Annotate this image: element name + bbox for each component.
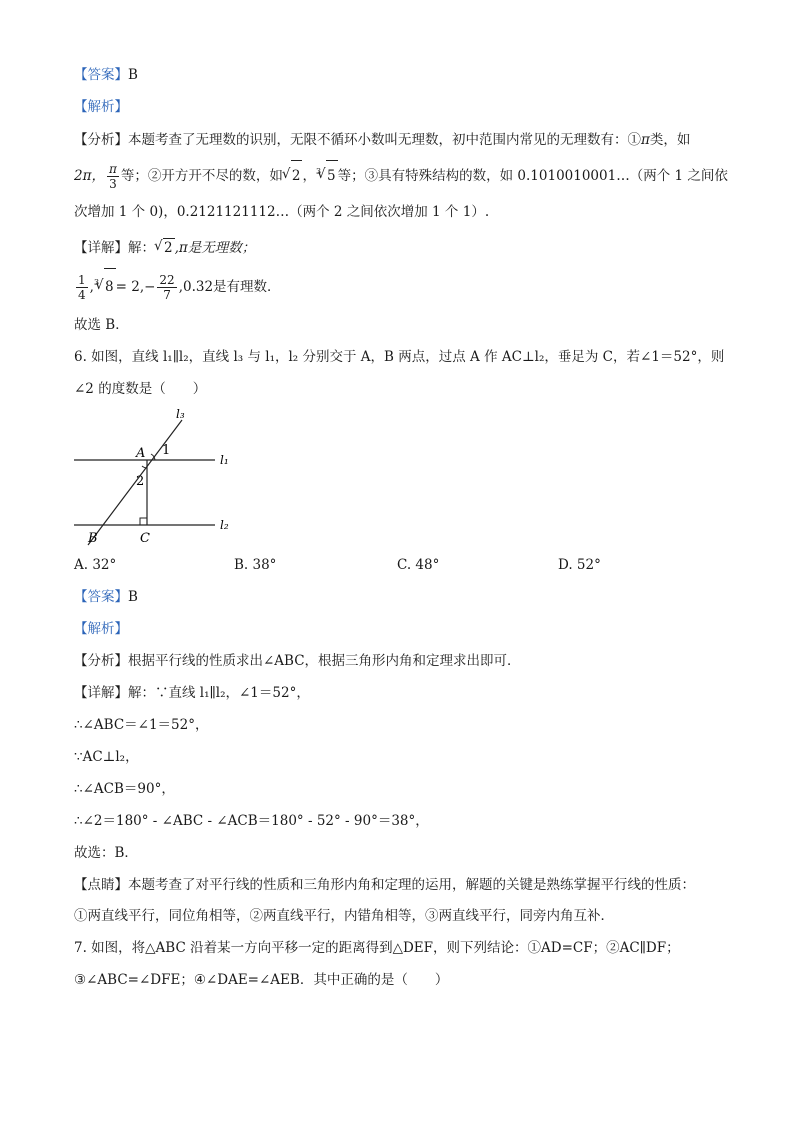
label-c: C: [140, 531, 150, 546]
q5-fenxi-line3: 次增加 1 个 0)，0.2121121112…（两个 2 之间依次增加 1 个 1）.: [74, 204, 490, 220]
q6-step-4: ∴∠ACB＝90°，: [74, 781, 175, 797]
q5-rational-line: $\frac{1}{4}$ ,$^3$√ 8 = 2,− $\frac{22}{7}$ ,0.32是有理数．: [74, 268, 754, 307]
label-l3: l₃: [176, 407, 185, 421]
right-angle-mark-c: [140, 518, 147, 525]
q7-stem-line2: ③∠ABC=∠DFE；④∠DAE=∠AEB．其中正确的是（ ）: [74, 972, 449, 988]
label-l2: l₂: [220, 518, 229, 532]
q6-step-1: 【详解】解：∵直线 l₁∥l₂，∠1＝52°，: [74, 685, 310, 701]
q5-analysis-heading: [74, 98, 754, 116]
fenxi-tag: 【分析】: [74, 132, 128, 148]
q6-analysis-heading: 【解析】: [74, 621, 128, 637]
option-c: C. 48°: [397, 557, 440, 573]
answer-value: B: [128, 67, 138, 83]
q5-detail-line: 【详解】解：√ 2 ,π是无理数；: [74, 238, 754, 257]
cbrt-5: √ 5: [326, 160, 338, 191]
sqrt-2: √ 2: [291, 160, 303, 191]
label-a: A: [136, 446, 146, 461]
q6-comment-line1: 【点睛】本题考查了对平行线的性质和三角形内角和定理的运用，解题的关键是熟练掌握平行线的性质：: [74, 877, 695, 893]
line-l3: [88, 420, 182, 545]
label-b: B: [88, 531, 98, 546]
q6-answer-line: 【答案】B: [74, 589, 138, 605]
label-1: 1: [162, 443, 171, 458]
q5-answer-line: [74, 66, 754, 84]
q6-comment-line2: ①两直线平行，同位角相等，②两直线平行，内错角相等，③两直线平行，同旁内角互补．: [74, 908, 614, 924]
analysis-tag: 【解析】: [74, 99, 128, 115]
q6-step-2: ∴∠ABC＝∠1＝52°，: [74, 717, 209, 733]
q6-step-3: ∵AC⊥l₂，: [74, 749, 139, 765]
option-b: B. 38°: [234, 557, 277, 573]
label-2: 2: [136, 474, 145, 489]
option-d: D. 52°: [558, 557, 601, 573]
q5-choose: 故选 B．: [74, 317, 129, 333]
q6-step-6: 故选：B．: [74, 845, 138, 861]
pi-over-3-fraction: $\frac{\pi}{3}$: [108, 162, 117, 191]
q6-step-5: ∴∠2＝180° - ∠ABC - ∠ACB＝180° - 52° - 90°＝38°，: [74, 813, 429, 829]
label-l1: l₁: [220, 453, 229, 467]
q7-stem-line1: 7. 如图，将△ABC 沿着某一方向平移一定的距离得到△DEF，则下列结论：①AD=CF；②AC∥DF；: [74, 940, 680, 956]
detail-tag: 【详解】: [74, 240, 128, 256]
q6-figure: [70, 405, 270, 555]
q5-fenxi-line2: 2π， $\frac{\pi}{3}$ 等；②开方开不尽的数，如√ 2 ，$^3$√ 5 等；③具有特殊结构的数，如 0.1010010001…（两个 1 之间依: [74, 160, 754, 193]
q6-fenxi: 【分析】根据平行线的性质求出∠ABC，根据三角形内角和定理求出即可．: [74, 653, 521, 669]
option-a: A. 32°: [74, 557, 117, 573]
q6-stem-line1: 6. 如图，直线 l₁∥l₂，直线 l₃ 与 l₁，l₂ 分别交于 A，B 两点，过点 A 作 AC⊥l₂，垂足为 C，若∠1＝52°，则: [74, 349, 725, 365]
answer-tag: 【答案】: [74, 67, 128, 83]
q5-fenxi-line1: 【分析】本题考查了无理数的识别，无限不循环小数叫无理数，初中范围内常见的无理数有：①π类，如: [74, 132, 691, 148]
q6-stem-line2: ∠2 的度数是（ ）: [74, 381, 207, 397]
